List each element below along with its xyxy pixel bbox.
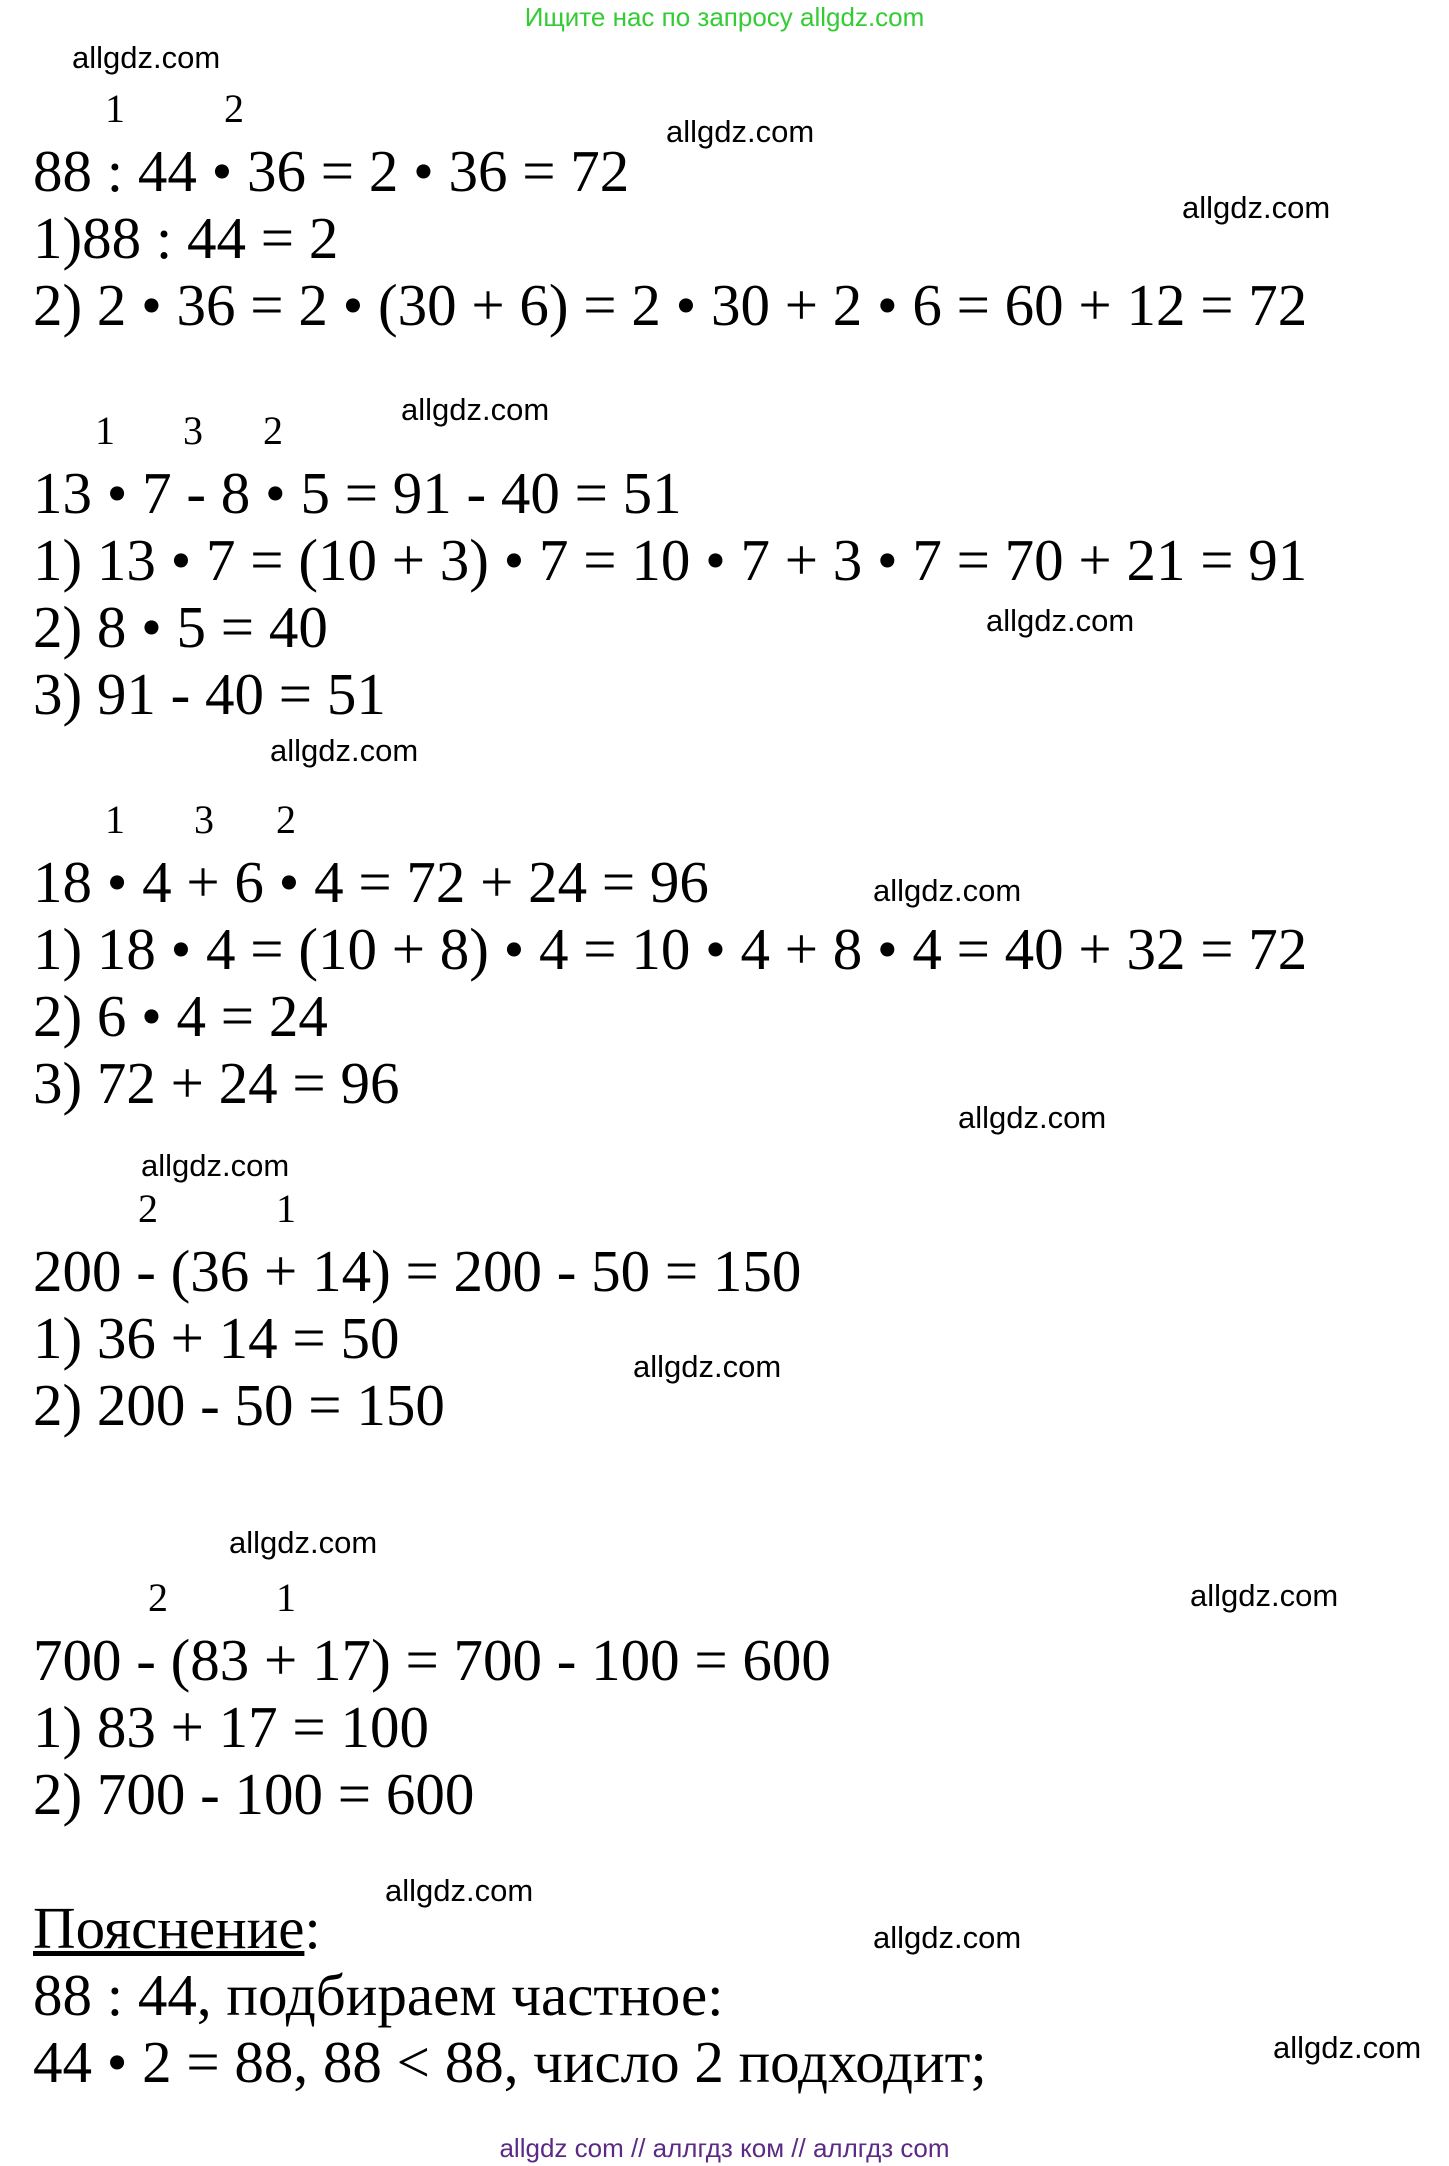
explanation-colon: : [304, 1895, 321, 1961]
watermark: allgdz.com [72, 40, 221, 75]
watermark: allgdz.com [986, 603, 1135, 638]
order-index: 3 [194, 797, 214, 842]
order-index: 1 [105, 797, 125, 842]
order-index: 2 [138, 1186, 158, 1231]
step-line: 1) 83 + 17 = 100 [33, 1694, 429, 1760]
step-line: 2) 8 • 5 = 40 [33, 594, 328, 660]
order-index: 2 [224, 86, 244, 131]
order-index: 1 [95, 408, 115, 453]
explanation-title: Пояснение [33, 1895, 305, 1961]
expression-line: 200 - (36 + 14) = 200 - 50 = 150 [33, 1238, 802, 1304]
step-line: 1) 18 • 4 = (10 + 8) • 4 = 10 • 4 + 8 • 4 = 40 + 32 = 72 [33, 916, 1308, 982]
step-line: 1) 13 • 7 = (10 + 3) • 7 = 10 • 7 + 3 • 7 = 70 + 21 = 91 [33, 527, 1308, 593]
step-line: 2) 700 - 100 = 600 [33, 1761, 475, 1827]
watermark: allgdz.com [401, 392, 550, 427]
step-line: 2) 2 • 36 = 2 • (30 + 6) = 2 • 30 + 2 • 6 = 60 + 12 = 72 [33, 272, 1308, 338]
watermark: allgdz.com [141, 1148, 290, 1183]
watermark: allgdz.com [666, 114, 815, 149]
page-header-promo: Ищите нас по запросу allgdz.com [524, 2, 925, 32]
watermark: allgdz.com [1182, 190, 1331, 225]
explanation-line: 44 • 2 = 88, 88 < 88, число 2 подходит; [33, 2029, 987, 2095]
order-index: 2 [276, 797, 296, 842]
order-index: 2 [263, 408, 283, 453]
watermark: allgdz.com [873, 1920, 1022, 1955]
order-index: 1 [105, 86, 125, 131]
order-index: 1 [276, 1186, 296, 1231]
explanation-heading [33, 1895, 321, 1962]
expression-line: 700 - (83 + 17) = 700 - 100 = 600 [33, 1627, 831, 1693]
watermark: allgdz.com [385, 1873, 534, 1908]
order-index: 2 [148, 1575, 168, 1620]
watermark: allgdz.com [229, 1525, 378, 1560]
watermark: allgdz.com [633, 1349, 782, 1384]
expression-line: 13 • 7 - 8 • 5 = 91 - 40 = 51 [33, 460, 682, 526]
expression-line: 88 : 44 • 36 = 2 • 36 = 72 [33, 138, 630, 204]
watermark: allgdz.com [1190, 1578, 1339, 1613]
step-line: 2) 6 • 4 = 24 [33, 983, 328, 1049]
order-index: 3 [183, 408, 203, 453]
explanation-line: 88 : 44, подбираем частное: [33, 1962, 724, 2028]
watermark: allgdz.com [1273, 2030, 1422, 2065]
watermark: allgdz.com [873, 873, 1022, 908]
order-index: 1 [276, 1575, 296, 1620]
page-footer-links: allgdz com // аллгдз ком // аллгдз com [499, 2133, 950, 2163]
step-line: 3) 91 - 40 = 51 [33, 661, 386, 727]
step-line: 1)88 : 44 = 2 [33, 205, 339, 271]
step-line: 3) 72 + 24 = 96 [33, 1050, 400, 1116]
step-line: 2) 200 - 50 = 150 [33, 1372, 445, 1438]
expression-line: 18 • 4 + 6 • 4 = 72 + 24 = 96 [33, 849, 709, 915]
watermark: allgdz.com [270, 733, 419, 768]
step-line: 1) 36 + 14 = 50 [33, 1305, 400, 1371]
watermark: allgdz.com [958, 1100, 1107, 1135]
